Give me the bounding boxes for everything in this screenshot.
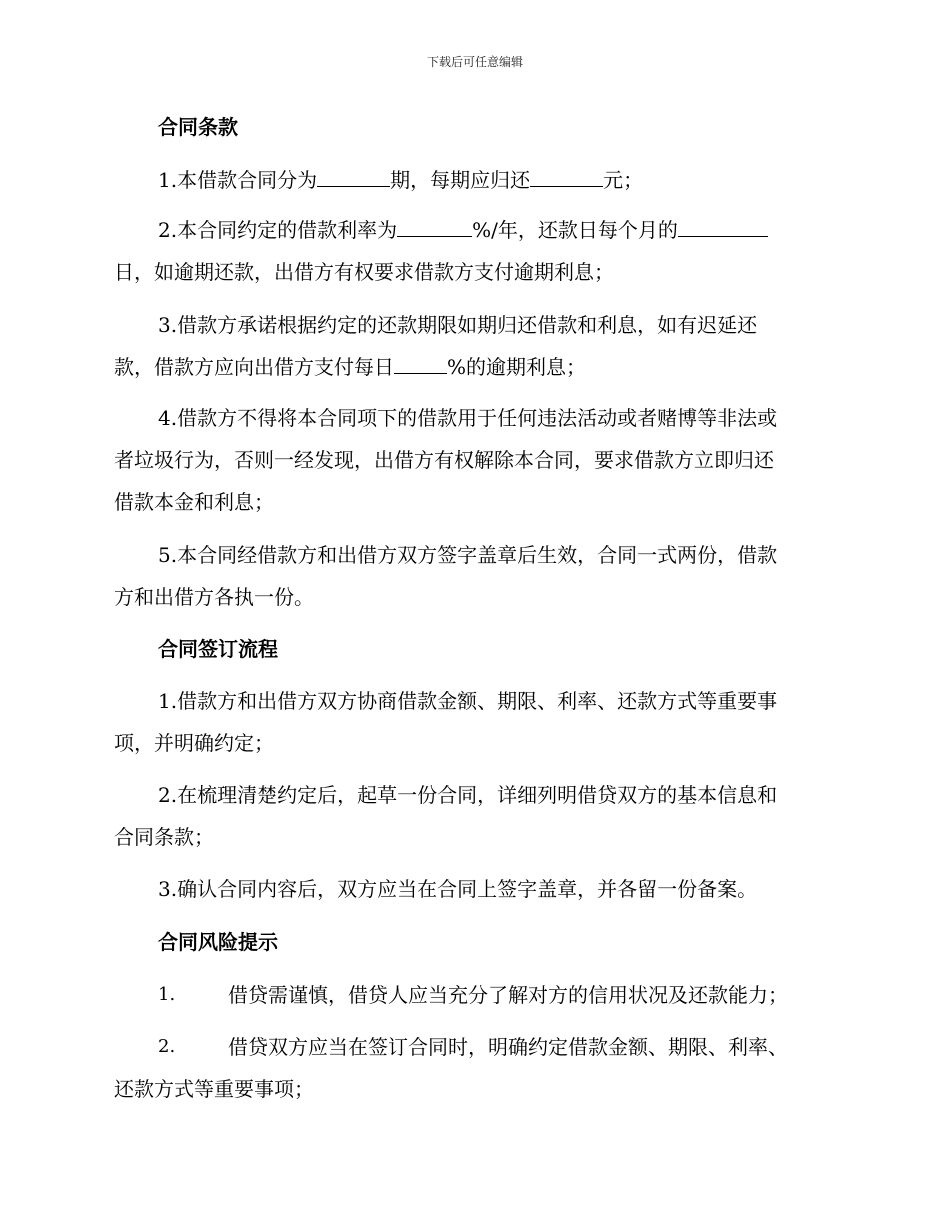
section-title-terms: 合同条款	[158, 115, 238, 139]
terms-item-4-line-1: 4.借款方不得将本合同项下的借款用于任何违法活动或者赌博等非法或	[158, 406, 778, 430]
process-item-1-line-1: 1.借款方和出借方双方协商借款金额、期限、利率、还款方式等重要事	[158, 689, 778, 713]
terms-item-2-text-b: %/年，还款日每个月的	[472, 218, 678, 242]
amount-blank[interactable]	[530, 166, 603, 187]
terms-item-4-line-2: 者垃圾行为，否则一经发现，出借方有权解除本合同，要求借款方立即归还	[114, 448, 774, 472]
risk-item-1-text: 借贷需谨慎，借贷人应当充分了解对方的信用状况及还款能力；	[228, 983, 788, 1007]
terms-item-1-text-b: 期，每期应归还	[390, 168, 531, 192]
overdue-rate-blank[interactable]	[394, 353, 447, 374]
terms-item-5-line-2: 方和出借方各执一份。	[114, 585, 314, 609]
periods-blank[interactable]	[317, 166, 390, 187]
terms-item-1	[158, 166, 643, 194]
section-title-process: 合同签订流程	[158, 637, 278, 661]
page-header: 下载后可任意编辑	[426, 55, 523, 69]
terms-item-1-text-a: 1.本借款合同分为	[158, 168, 318, 192]
process-item-2-line-1: 2.在梳理清楚约定后，起草一份合同，详细列明借贷双方的基本信息和	[158, 783, 778, 807]
process-item-3-line-1: 3.确认合同内容后，双方应当在合同上签字盖章，并各留一份备案。	[158, 877, 758, 901]
terms-item-3-text-b: 款，借款方应向出借方支付每日	[114, 355, 394, 379]
process-item-1-line-2: 项，并明确约定；	[114, 731, 274, 755]
repayment-day-blank[interactable]	[678, 216, 768, 237]
interest-rate-blank[interactable]	[397, 216, 472, 237]
risk-item-2-line-1: 借贷双方应当在签订合同时，明确约定借款金额、期限、利率、	[228, 1035, 788, 1059]
terms-item-2-line-1	[158, 216, 768, 244]
risk-item-1-number: 1.	[158, 984, 176, 1005]
terms-item-4-line-3: 借款本金和利息；	[114, 490, 274, 514]
risk-item-2-number: 2.	[158, 1036, 176, 1057]
section-title-risks: 合同风险提示	[158, 930, 278, 954]
terms-item-3-text-c: %的逾期利息；	[447, 355, 587, 379]
terms-item-2-text-a: 2.本合同约定的借款利率为	[158, 218, 398, 242]
risk-item-2-line-2: 还款方式等重要事项；	[114, 1077, 314, 1101]
terms-item-1-text-c: 元；	[603, 168, 644, 192]
terms-item-3-line-1: 3.借款方承诺根据约定的还款期限如期归还借款和利息，如有迟延还	[158, 313, 758, 337]
process-item-2-line-2: 合同条款；	[114, 825, 214, 849]
terms-item-3-line-2	[114, 353, 586, 381]
terms-item-2-line-2: 日，如逾期还款，出借方有权要求借款方支付逾期利息；	[114, 260, 614, 284]
terms-item-5-line-1: 5.本合同经借款方和出借方双方签字盖章后生效，合同一式两份，借款	[158, 543, 778, 567]
